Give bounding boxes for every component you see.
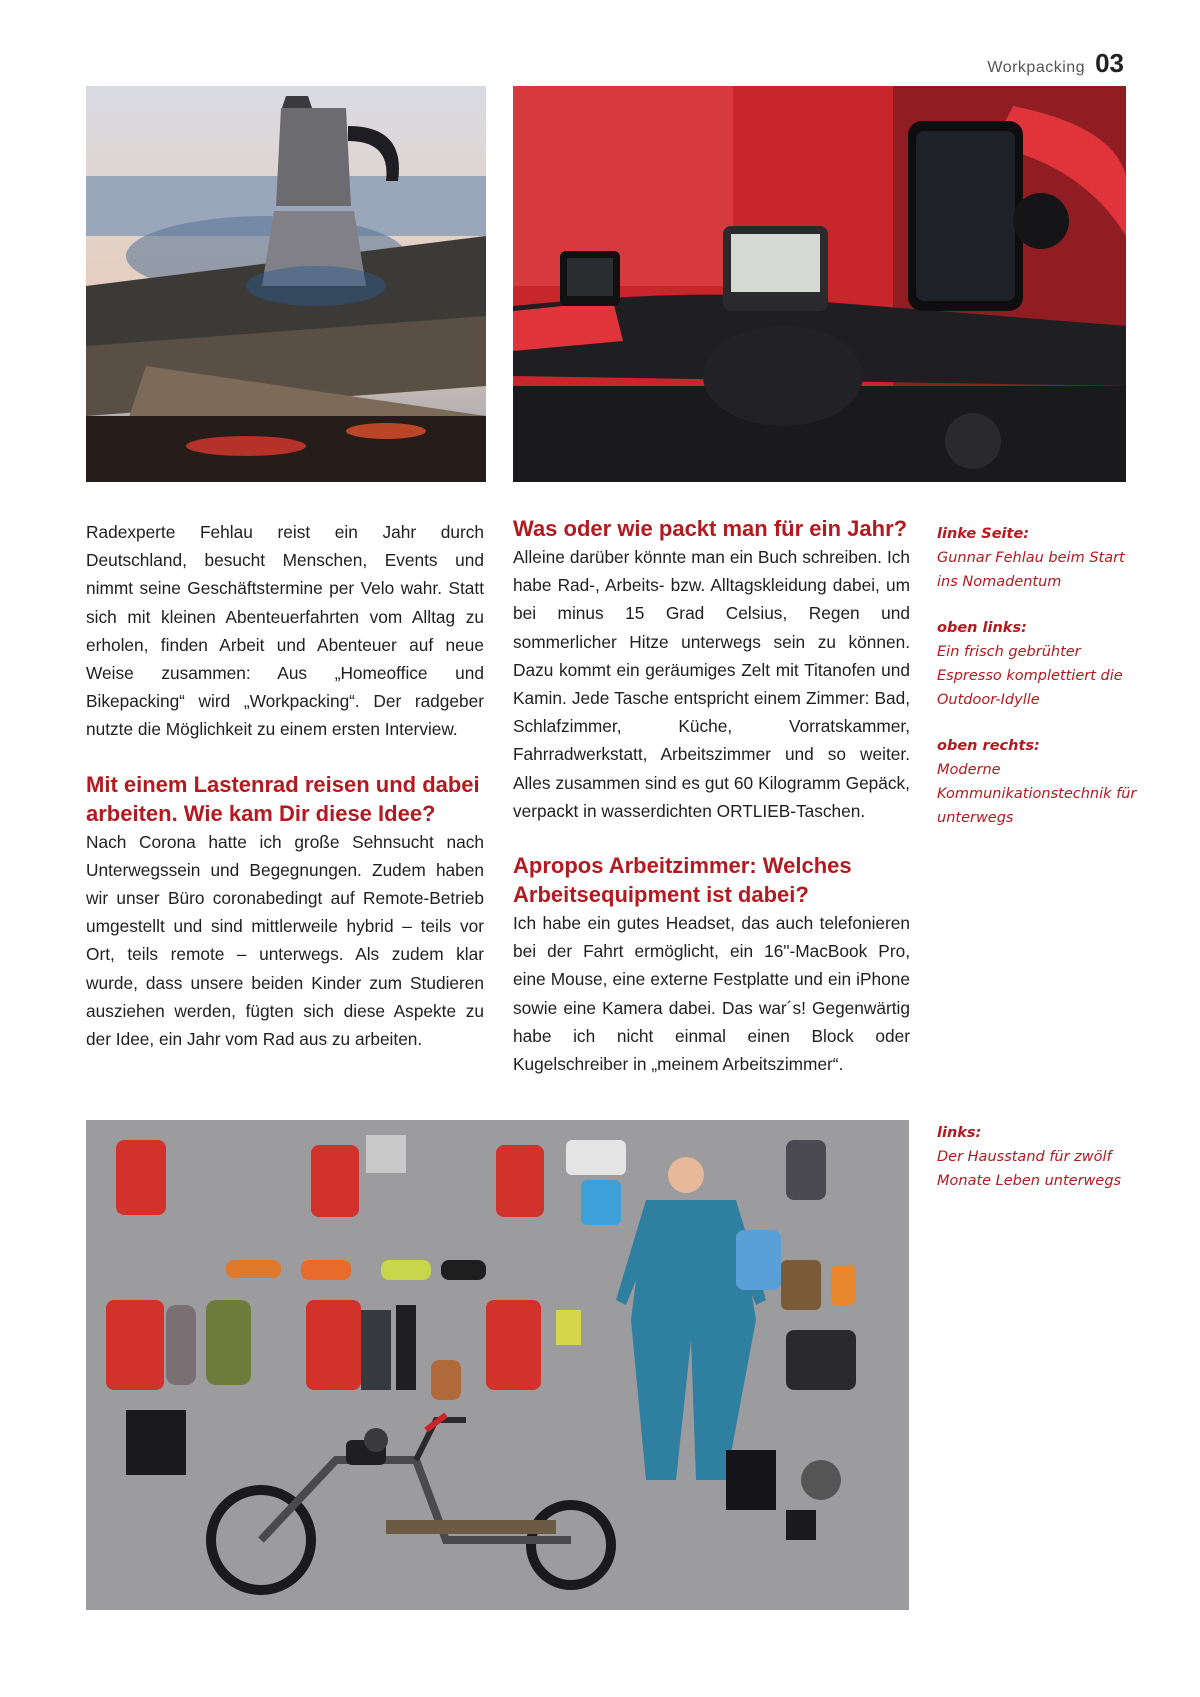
page-header: [987, 48, 1124, 79]
column-1: [86, 518, 484, 1053]
page-number: 03: [1095, 48, 1124, 78]
answer-3-paragraph: Ich habe ein gutes Headset, das auch telefonieren bei der Fahrt ermöglicht, ein 16"-MacBook Pro, eine Mouse, eine externe Festplatte und ein iPhone sowie eine Kamera dabei. Das war´s! Gegenwärtig habe ich nicht einmal einen Block oder Kugelschreiber in „meinem Arbeitszimmer“.: [513, 913, 910, 1075]
question-1-heading: Mit einem Lastenrad reisen und dabei arbeiten. Wie kam Dir diese Idee?: [86, 771, 480, 826]
handlebar-photo: [513, 86, 1126, 482]
caption-top-left: oben links: Ein frisch gebrühter Espresso komplettiert die Outdoor-Idylle: [937, 620, 1123, 708]
question-2-heading: Was oder wie packt man für ein Jahr?: [513, 516, 908, 541]
section-title: Workpacking: [987, 59, 1086, 76]
caption-left-page: linke Seite: Gunnar Fehlau beim Start ins Nomadentum: [937, 526, 1125, 590]
answer-2-paragraph: Alleine darüber könnte man ein Buch schreiben. Ich habe Rad-, Arbeits- bzw. Alltagskleidung dabei, um bei minus 15 Grad Celsius, Regen und sommerlicher Hitze unterwegs sein zu können. Dazu kommt ein geräumiges Zelt mit Titanofen und Kamin. Jede Tasche entspricht einem Zimmer: Bad, Schlafzimmer, Küche, Vorratskammer, Fahrradwerkstatt, Arbeitszimmer und so weiter. Alles zusammen sind es gut 60 Kilogramm Gepäck, verpackt in wasserdichten ORTLIEB-Taschen.: [513, 547, 910, 821]
espresso-photo: [86, 86, 486, 482]
column-2: [513, 514, 910, 1078]
question-3-heading: Apropos Arbeitzimmer: Welches Arbeitsequipment ist dabei?: [513, 853, 852, 908]
espresso-pot-image: [86, 86, 486, 482]
bottom-photo-caption: links: Der Hausstand für zwölf Monate Leben unterwegs: [937, 1125, 1122, 1189]
answer-1-paragraph: Nach Corona hatte ich große Sehnsucht nach Unterwegssein und Begegnungen. Zudem haben wir unser Büro coronabedingt auf Remote-Betrieb umgestellt und sind mittlerweile hybrid – teils vor Ort, teils remote – unterwegs. Als zudem klar wurde, dass unsere beiden Kinder zum Studieren ausziehen werden, fügten sich diese Aspekte zu der Idee, ein Jahr vom Rad aus zu arbeiten.: [86, 831, 484, 1050]
photo-captions: [937, 522, 1137, 852]
gear-layout-image: [86, 1120, 909, 1610]
handlebar-image: [513, 86, 1126, 482]
intro-paragraph: Radexperte Fehlau reist ein Jahr durch Deutschland, besucht Menschen, Events und nimmt seine Geschäftstermine per Velo wahr. Statt sich mit kleinen Abenteuerfahrten vom Alltag zu erholen, finden Arbeit und Abenteuer auf neue Weise zusammen: Aus „Homeoffice und Bikepacking“ wird „Workpacking“. Der radgeber nutzte die Möglichkeit zu einem ersten Interview.: [86, 522, 484, 740]
caption-top-right: oben rechts: Moderne Kommunikationstechnik für unterwegs: [937, 738, 1137, 826]
gear-layout-photo: [86, 1120, 909, 1610]
